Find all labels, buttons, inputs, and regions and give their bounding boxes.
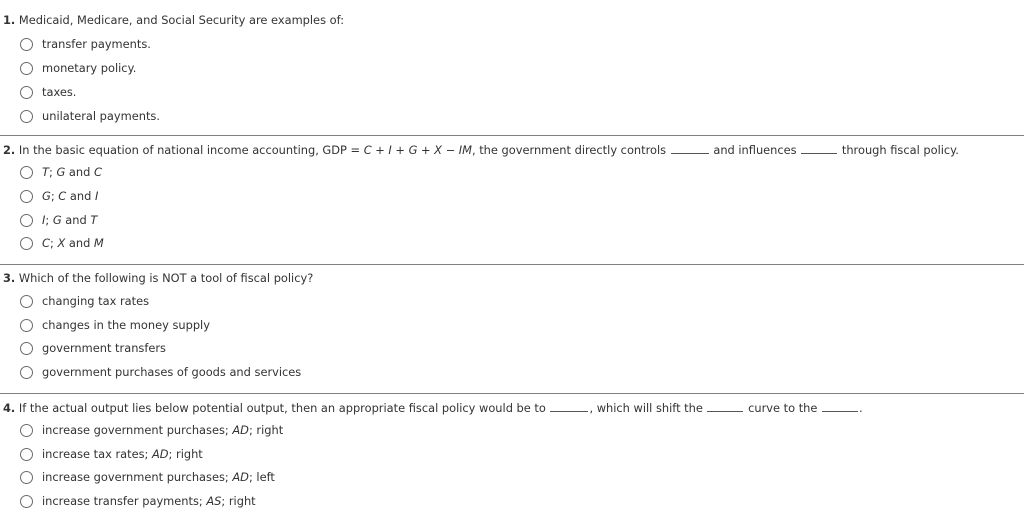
option-label: government transfers	[42, 341, 166, 355]
question-3-text	[3, 271, 313, 285]
question-prompt-part: through fiscal policy.	[838, 143, 959, 157]
q3-option-1[interactable]	[20, 292, 149, 310]
radio-button[interactable]	[20, 190, 33, 203]
q4-option-1[interactable]	[20, 421, 283, 439]
q2-option-3[interactable]	[20, 211, 97, 229]
radio-button[interactable]	[20, 166, 33, 179]
radio-button[interactable]	[20, 319, 33, 332]
radio-button[interactable]	[20, 62, 33, 75]
radio-button[interactable]	[20, 448, 33, 461]
q2-option-1[interactable]	[20, 163, 102, 181]
question-divider	[0, 135, 1024, 136]
question-4-text	[3, 400, 863, 415]
option-label: T; G and C	[42, 165, 102, 179]
option-label: G; C and I	[42, 189, 99, 203]
question-divider	[0, 264, 1024, 265]
radio-button[interactable]	[20, 295, 33, 308]
option-label: government purchases of goods and services	[42, 365, 302, 379]
radio-button[interactable]	[20, 86, 33, 99]
radio-button[interactable]	[20, 424, 33, 437]
question-prompt: Which of the following is NOT a tool of fiscal policy?	[18, 271, 314, 285]
option-label: increase tax rates; AD; right	[42, 447, 203, 461]
option-label: unilateral payments.	[42, 109, 160, 123]
option-label: transfer payments.	[42, 37, 151, 51]
answer-blank	[707, 400, 743, 412]
question-prompt-part: and influences	[709, 143, 801, 157]
answer-blank	[550, 400, 588, 412]
question-prompt-part: curve to the	[744, 401, 822, 415]
radio-button[interactable]	[20, 214, 33, 227]
q1-option-4[interactable]	[20, 107, 160, 125]
q4-option-2[interactable]	[20, 445, 203, 463]
q1-option-2[interactable]	[20, 59, 136, 77]
question-number: 1.	[3, 13, 16, 27]
question-1-text	[3, 13, 344, 27]
q3-option-4[interactable]	[20, 363, 301, 381]
question-number: 3.	[3, 271, 16, 285]
q4-option-3[interactable]	[20, 468, 275, 486]
question-prompt-part: In the basic equation of national income accounting, GDP =	[18, 143, 364, 157]
radio-button[interactable]	[20, 495, 33, 508]
option-label: increase government purchases; AD; left	[42, 470, 275, 484]
answer-blank	[822, 400, 858, 412]
q1-option-3[interactable]	[20, 83, 76, 101]
q3-option-2[interactable]	[20, 316, 210, 334]
question-prompt-part: .	[859, 401, 863, 415]
answer-blank	[801, 142, 837, 154]
question-prompt: Medicaid, Medicare, and Social Security are examples of:	[18, 13, 345, 27]
option-label: monetary policy.	[42, 61, 137, 75]
question-prompt-part: , the government directly controls	[471, 143, 670, 157]
radio-button[interactable]	[20, 110, 33, 123]
question-number: 2.	[3, 143, 16, 157]
option-label: increase transfer payments; AS; right	[42, 494, 256, 508]
option-label: C; X and M	[42, 236, 104, 250]
question-prompt-part: If the actual output lies below potential output, then an appropriate fiscal policy would be to	[18, 401, 550, 415]
option-label: taxes.	[42, 85, 77, 99]
option-label: changing tax rates	[42, 294, 150, 308]
q1-option-1[interactable]	[20, 35, 151, 53]
radio-button[interactable]	[20, 38, 33, 51]
q4-option-4[interactable]	[20, 492, 256, 510]
option-label: I; G and T	[42, 213, 98, 227]
radio-button[interactable]	[20, 342, 33, 355]
option-label: increase government purchases; AD; right	[42, 423, 284, 437]
answer-blank	[671, 142, 709, 154]
q3-option-3[interactable]	[20, 339, 166, 357]
q2-option-4[interactable]	[20, 234, 104, 252]
option-label: changes in the money supply	[42, 318, 210, 332]
question-number: 4.	[3, 401, 16, 415]
radio-button[interactable]	[20, 237, 33, 250]
question-2-text	[3, 142, 959, 157]
question-prompt-part: , which will shift the	[589, 401, 707, 415]
radio-button[interactable]	[20, 471, 33, 484]
q2-option-2[interactable]	[20, 187, 98, 205]
radio-button[interactable]	[20, 366, 33, 379]
question-divider	[0, 393, 1024, 394]
gdp-equation: C + I + G + X − IM	[363, 143, 472, 157]
